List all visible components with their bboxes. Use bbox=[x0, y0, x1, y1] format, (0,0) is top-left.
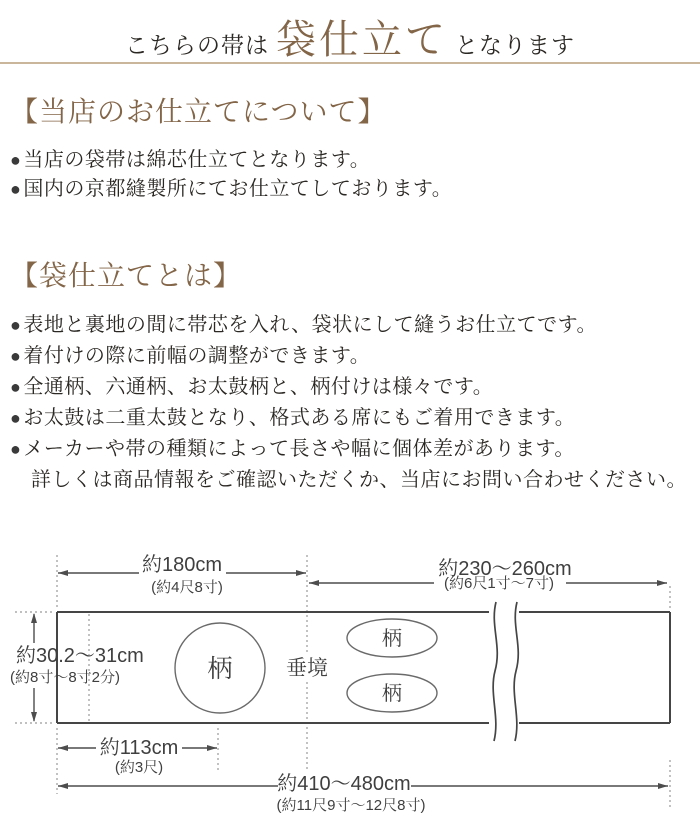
bullet-icon: ● bbox=[10, 315, 22, 335]
te-length-cm-label: 約180cm bbox=[141, 554, 223, 576]
list-item bbox=[10, 310, 690, 341]
taiko-length-shaku-label: (約6尺1寸～7寸) bbox=[443, 575, 555, 592]
page-header bbox=[0, 8, 700, 65]
section-heading: 【当店のお仕立てについて】 bbox=[10, 97, 387, 128]
bullet-icon: ● bbox=[10, 439, 22, 459]
dimension-obi-width bbox=[10, 613, 144, 722]
dimension-tesaki-length bbox=[58, 736, 217, 776]
dimension-total-length bbox=[58, 772, 668, 814]
obi-measurement-diagram bbox=[0, 530, 700, 830]
section-fukuro-jitate bbox=[10, 254, 690, 495]
list-item bbox=[10, 341, 690, 372]
obi-width-shaku-label: (約8寸～8寸2分) bbox=[10, 669, 121, 686]
bullet-icon: ● bbox=[10, 408, 22, 428]
dimension-taiko-length bbox=[309, 557, 667, 592]
bullet-list bbox=[10, 146, 690, 204]
bullet-text: 全通柄、六通柄、お太鼓柄と、柄付けは様々です。 bbox=[23, 376, 494, 398]
bullet-text: お太鼓は二重太鼓となり、格式ある席にもご着用できます。 bbox=[23, 407, 576, 429]
title-suffix: となります bbox=[455, 33, 575, 58]
bullet-icon: ● bbox=[10, 179, 22, 199]
tesaki-length-shaku-label: (約3尺) bbox=[114, 759, 164, 776]
bullet-icon: ● bbox=[10, 346, 22, 366]
list-item bbox=[10, 175, 690, 204]
bullet-text: メーカーや帯の種類によって長さや幅に個体差があります。 bbox=[23, 438, 575, 460]
bullet-text: 着付けの際に前幅の調整ができます。 bbox=[23, 345, 371, 367]
total-length-cm-label: 約410～480cm bbox=[277, 773, 411, 795]
bullet-icon: ● bbox=[10, 377, 22, 397]
bullet-icon: ● bbox=[10, 150, 22, 170]
header-divider bbox=[0, 62, 700, 64]
bullet-note: 詳しくは商品情報をご確認いただくか、当店にお問い合わせください。 bbox=[31, 469, 687, 491]
taiko-length-cm-label: 約230～260cm bbox=[438, 558, 572, 580]
list-item bbox=[10, 434, 690, 465]
list-item bbox=[10, 372, 690, 403]
tare-boundary-label: 垂境 bbox=[286, 657, 328, 680]
bullet-text: 表地と裏地の間に帯芯を入れ、袋状にして縫うお仕立てです。 bbox=[23, 314, 597, 336]
bullet-text: 当店の袋帯は綿芯仕立てとなります。 bbox=[23, 149, 371, 171]
page-title bbox=[125, 8, 575, 65]
total-length-shaku-label: (約11尺9寸～12尺8寸) bbox=[276, 797, 426, 814]
dimension-te-length bbox=[58, 553, 306, 596]
obi-rectangle bbox=[57, 612, 670, 723]
section-tailoring-info bbox=[10, 90, 690, 204]
list-item bbox=[10, 403, 690, 434]
pattern-circle-label: 柄 bbox=[207, 655, 233, 683]
bullet-list bbox=[10, 310, 690, 465]
te-length-shaku-label: (約4尺8寸) bbox=[151, 579, 223, 596]
title-emphasis: 袋仕立て bbox=[276, 17, 448, 62]
section-heading: 【袋仕立てとは】 bbox=[10, 261, 243, 292]
pattern-ellipse-bottom-label: 柄 bbox=[382, 683, 402, 705]
title-prefix: こちらの帯は bbox=[125, 33, 269, 58]
bullet-text: 国内の京都縫製所にてお仕立てしております。 bbox=[23, 178, 453, 200]
obi-width-cm-label: 約30.2～31cm bbox=[16, 645, 144, 667]
break-wavy-lines bbox=[493, 602, 518, 741]
pattern-ellipse-top-label: 柄 bbox=[382, 628, 402, 650]
list-item bbox=[10, 146, 690, 175]
tesaki-length-cm-label: 約113cm bbox=[99, 737, 179, 759]
